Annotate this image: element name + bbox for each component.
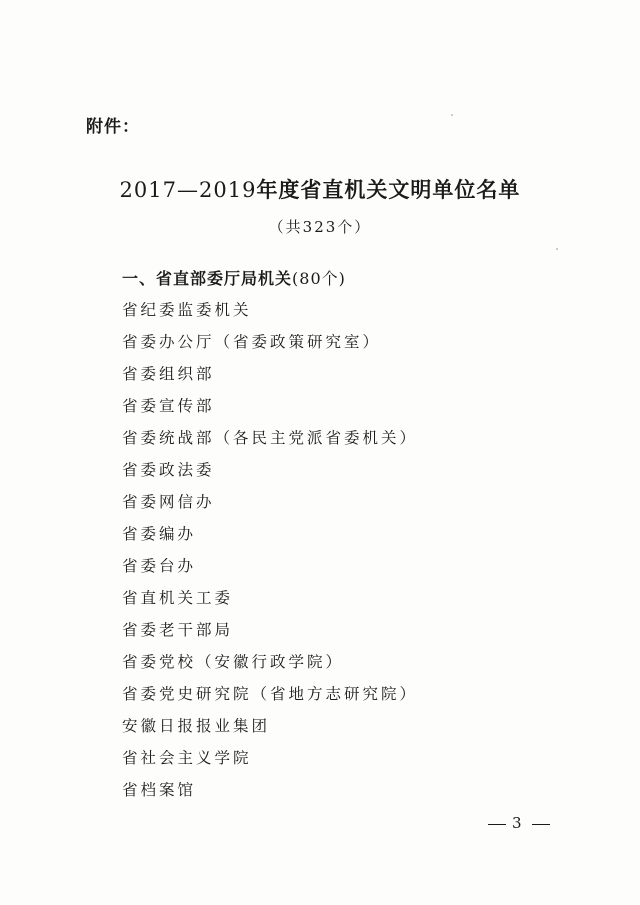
document-title: [0, 174, 640, 204]
page-number-dash-right: [532, 824, 550, 825]
list-item: 省委政法委: [122, 461, 215, 479]
unit-list: [122, 298, 418, 810]
list-item: 省纪委监委机关: [122, 301, 252, 319]
list-item: 省委统战部（各民主党派省委机关）: [122, 429, 419, 447]
list-item: 省直机关工委: [122, 589, 234, 607]
list-item: 省委网信办: [122, 493, 215, 511]
list-item: 省档案馆: [122, 781, 197, 799]
list-item: 省委组织部: [122, 365, 215, 383]
list-item: 省委办公厅（省委政策研究室）: [122, 333, 382, 351]
title-text: 年度省直机关文明单位名单: [256, 178, 521, 202]
section-heading-text: 一、省直部委厅局机关: [122, 269, 293, 288]
list-item: 省委编办: [122, 525, 197, 543]
attachment-label: 附件：: [86, 117, 140, 137]
list-item: 省委党校（安徽行政学院）: [122, 653, 345, 671]
page-number-dash-left: [488, 824, 506, 825]
list-item: 省委老干部局: [122, 621, 234, 639]
page-number: [482, 814, 556, 832]
page-number-value: 3: [512, 814, 526, 832]
section-heading: [122, 266, 346, 289]
scan-speck: [556, 248, 558, 250]
scan-speck: [451, 114, 453, 116]
list-item: 省委宣传部: [122, 397, 215, 415]
list-item: 省委台办: [122, 557, 197, 575]
title-year-range: 2017—2019: [119, 178, 257, 202]
list-item: 省社会主义学院: [122, 749, 252, 767]
section-heading-count: (80个): [292, 269, 346, 288]
list-item: 安徽日报报业集团: [122, 717, 271, 735]
document-subtitle: （共323个）: [268, 218, 372, 236]
list-item: 省委党史研究院（省地方志研究院）: [122, 685, 419, 703]
